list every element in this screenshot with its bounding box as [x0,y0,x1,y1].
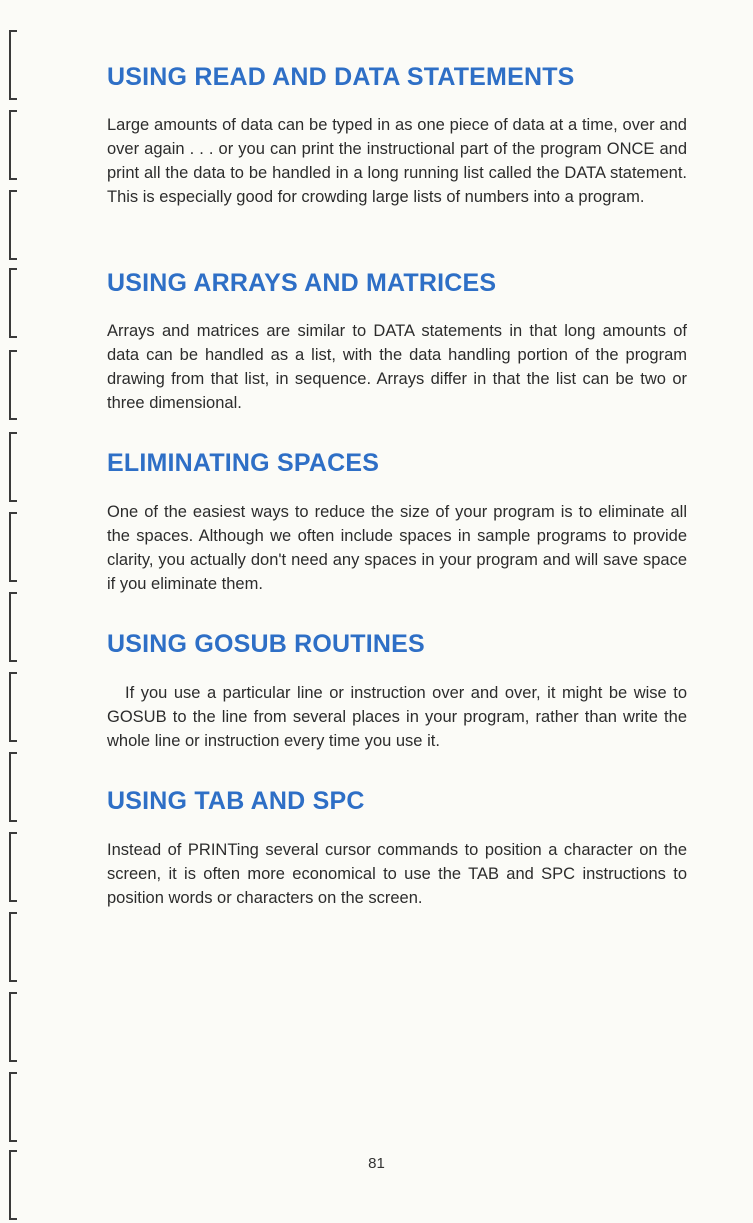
binder-hole-icon [9,592,21,662]
binder-ring-margin [0,0,40,1223]
section-arrays-matrices [107,269,687,415]
section-heading: USING ARRAYS AND MATRICES [107,269,497,297]
section-heading: ELIMINATING SPACES [107,449,380,477]
section-eliminating-spaces [107,449,687,596]
binder-hole-icon [9,30,21,100]
binder-hole-icon [9,992,21,1062]
section-body: Instead of PRINTing several cursor commands to position a character on the screen, it is often more economical to use the TAB and SPC instructions to position words or characters on the screen. [107,841,687,907]
section-heading: USING GOSUB ROUTINES [107,630,425,658]
section-body: One of the easiest ways to reduce the size of your program is to eliminate all the spaces. Although we often include spaces in sample programs to provide clarity, you actually don't need any spaces in your program and will save space if you eliminate them. [107,503,687,593]
binder-hole-icon [9,110,21,180]
section-body: Large amounts of data can be typed in as one piece of data at a time, over and over again . . . or you can print the instructional part of the program ONCE and print all the data to be handled in a long running list called the DATA statement. This is especially good for crowding large lists of numbers into a program. [107,116,687,206]
section-body: Arrays and matrices are similar to DATA statements in that long amounts of data can be handled as a list, with the data handling portion of the program drawing from that list, in sequence. Arrays differ in that the list can be two or three dimensional. [107,322,687,412]
binder-hole-icon [9,832,21,902]
page-number: 81 [368,1155,385,1172]
section-gosub-routines [107,630,687,753]
binder-hole-icon [9,512,21,582]
binder-hole-icon [9,1072,21,1142]
binder-hole-icon [9,672,21,742]
binder-hole-icon [9,190,21,260]
section-body: If you use a particular line or instruction over and over, it might be wise to GOSUB to the line from several places in your program, rather than write the whole line or instruction every time you use it. [107,684,687,750]
section-read-data [107,63,687,209]
binder-hole-icon [9,752,21,822]
binder-hole-icon [9,912,21,982]
section-heading: USING READ AND DATA STATEMENTS [107,63,575,91]
binder-hole-icon [9,432,21,502]
binder-hole-icon [9,350,21,420]
binder-hole-icon [9,268,21,338]
section-tab-spc [107,787,687,910]
section-heading: USING TAB AND SPC [107,787,365,815]
